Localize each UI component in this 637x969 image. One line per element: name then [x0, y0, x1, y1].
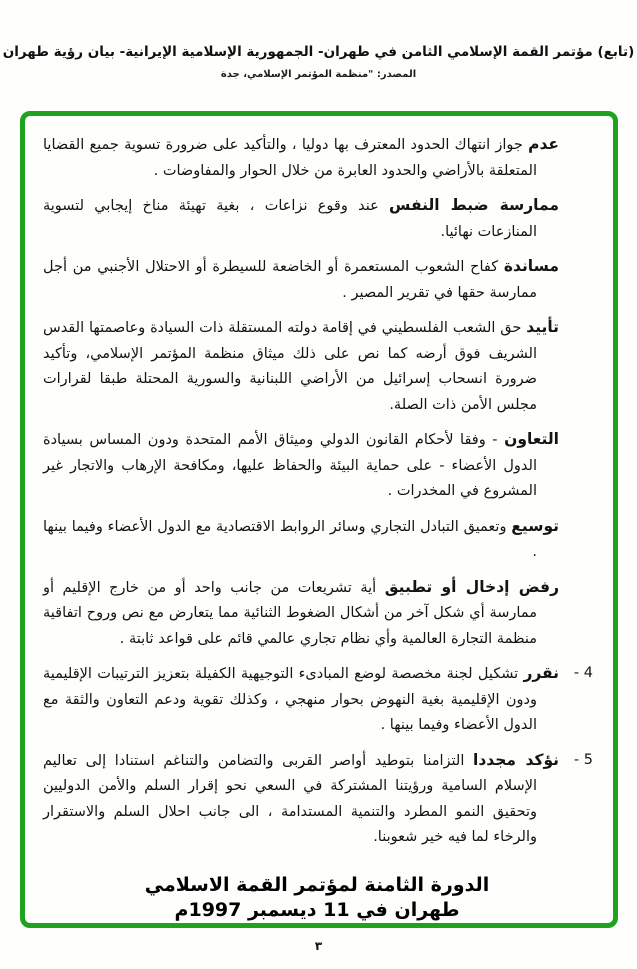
numbered-item-4 — [41, 661, 593, 739]
paragraph-text: عند وقوع نزاعات ، بغية تهيئة مناخ إيجابي لتسوية المنازعات نهائيا. — [43, 198, 537, 240]
paragraph-lead: رفض إدخال أو تطبيق — [384, 577, 559, 596]
paragraph-lead: تأييد — [526, 318, 559, 336]
paragraph-lead: التعاون — [504, 430, 559, 448]
document-body — [25, 116, 613, 923]
paragraph-text: جواز انتهاك الحدود المعترف بها دوليا ، والتأكيد على ضرورة تسوية جميع القضايا المتعلقة بالأراضي والحدود العابرة من خلال الحوار والمفاوضات . — [43, 137, 537, 179]
session-title-block — [41, 873, 593, 923]
paragraph-lead: مساندة — [503, 257, 559, 275]
document-header — [0, 44, 637, 80]
item-paragraph — [43, 661, 559, 739]
item-number: 4 - — [573, 665, 593, 681]
paragraph-mumarasa — [43, 193, 559, 245]
paragraph-lead: ممارسة ضبط النفس — [389, 196, 559, 214]
paragraph-text: التزامنا بتوطيد أواصر القربى والتضامن والتناغم استنادا إلى تعاليم الإسلام السامية ورؤيتنا المشتركة في السعي نحو إقرار السلم والأمن الدوليين وتحقيق النمو المطرد والتنمية المستدامة ، الى جانب احلال السلم والاستقرار والرخاء لما فيه خير شعوبنا. — [43, 752, 537, 845]
item-paragraph — [43, 748, 559, 851]
paragraph-taawun — [43, 427, 559, 505]
paragraph-text: كفاح الشعوب المستعمرة أو الخاضعة للسيطرة أو الاحتلال الأجنبي من أجل ممارسة حقها في تقرير المصير . — [43, 259, 537, 301]
paragraph-text: وتعميق التبادل التجاري وسائر الروابط الاقتصادية مع الدول الأعضاء وفيما بينها . — [43, 518, 537, 560]
paragraph-adam — [43, 132, 559, 184]
paragraph-musanada — [43, 254, 559, 306]
paragraph-rafd — [43, 575, 559, 653]
numbered-item-5 — [41, 748, 593, 851]
paragraph-text: - وفقا لأحكام القانون الدولي وميثاق الأمم المتحدة ودون المساس بسيادة الدول الأعضاء - على حماية البيئة والحفاظ عليها، ومكافحة الإرهاب والاتجار غير المشروع في المخدرات . — [43, 432, 537, 499]
paragraph-lead: نقرر — [523, 664, 559, 682]
item-number: 5 - — [573, 751, 593, 768]
paragraph-lead: نؤكد مجددا — [473, 750, 559, 769]
header-title: (تابع) مؤتمر القمة الإسلامي الثامن في طهران- الجمهورية الإسلامية الإيرانية- بيان رؤية طهران — [2, 44, 635, 60]
header-source: المصدر: "منظمة المؤتمر الإسلامي، جدة — [220, 69, 417, 80]
paragraph-lead: عدم — [528, 135, 559, 153]
paragraph-tawsie — [43, 514, 559, 566]
paragraph-text: أية تشريعات من جانب واحد أو من خارج الإقليم أو ممارسة أي شكل آخر من أشكال الضغوط الثنائية مما يتعارض مع نص وروح اتفاقية منظمة التجارة العالمية وأي نظام تجاري عالمي قائم على قواعد ثابتة . — [43, 579, 537, 647]
page-number: ٣ — [314, 939, 323, 953]
paragraph-lead: توسيع — [511, 516, 559, 535]
paragraph-text: تشكيل لجنة مخصصة لوضع المبادىء التوجيهية الكفيلة بتعزيز الترتيبات الإقليمية ودون الإقليمية بغية النهوض بحوار منهجي ، وكذلك تقوية ودعم التعاون والثقة مع الدول الأعضاء وفيما بينها . — [43, 666, 537, 733]
paragraph-tayid — [43, 315, 559, 418]
paragraph-text: حق الشعب الفلسطيني في إقامة دولته المستقلة ذات السيادة وعاصمتها القدس الشريف فوق أرضه كما نص على ذلك ميثاق منظمة المؤتمر الإسلامي، وتأكيد ضرورة انسحاب إسرائيل من الأراضي اللبنانية والسورية المحتلة طبقا لقرارات مجلس الأمن ذات الصلة. — [43, 320, 537, 413]
green-border-frame — [20, 111, 618, 928]
session-title-line2: طهران في 11 ديسمبر 1997م — [174, 898, 460, 921]
session-title-line1: الدورة الثامنة لمؤتمر القمة الاسلامي — [144, 873, 490, 896]
